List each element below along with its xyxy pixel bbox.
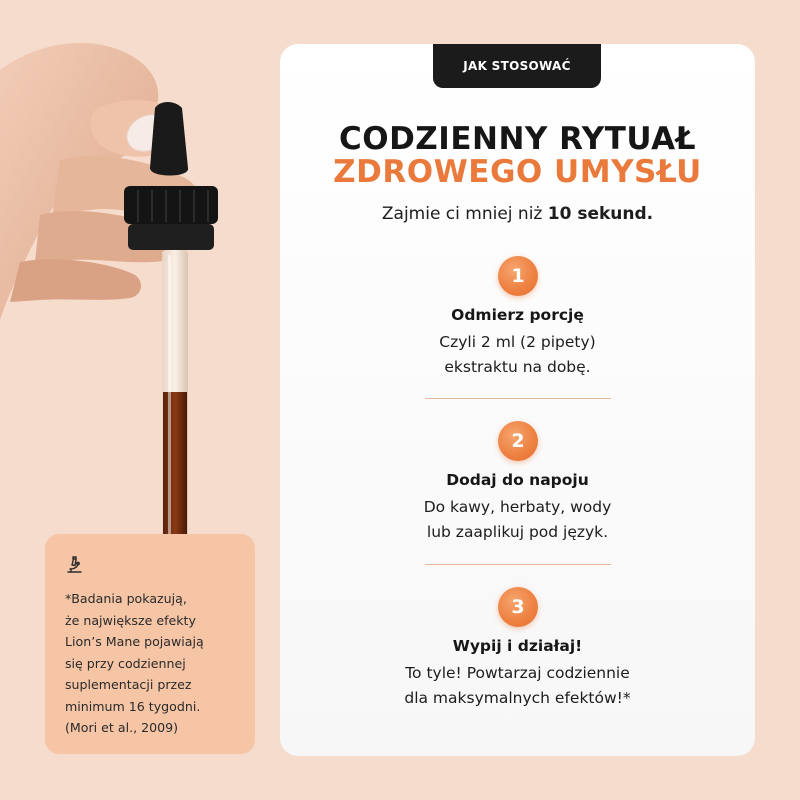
step-title: Dodaj do napoju	[446, 471, 589, 489]
hand-dropper-illustration	[0, 0, 280, 600]
research-note	[45, 534, 255, 754]
step-description-line: dla maksymalnych efektów!*	[404, 689, 631, 707]
note-line: minimum 16 tygodni.	[65, 698, 201, 714]
step-title: Odmierz porcję	[451, 306, 584, 324]
note-line: się przy codziennej	[65, 655, 186, 671]
headline-line-1: CODZIENNY RYTUAŁ	[338, 121, 697, 157]
note-line: Lion’s Mane pojawiają	[65, 634, 204, 649]
section-tag: JAK STOSOWAĆ	[433, 44, 601, 88]
step-description	[280, 661, 755, 711]
step-title: Wypij i działaj!	[452, 637, 583, 655]
note-line: suplementacji przez	[65, 677, 192, 692]
note-text	[65, 588, 251, 739]
note-line: *Badania pokazują,	[65, 591, 187, 606]
step-description-line: Do kawy, herbaty, wody	[423, 498, 612, 516]
step-number-badge: 3	[498, 587, 538, 627]
divider	[425, 398, 611, 399]
hand-with-dropper-image	[0, 0, 280, 600]
step-number-badge: 2	[498, 421, 538, 461]
divider	[425, 564, 611, 565]
subline-prefix: Zajmie ci mniej niż	[381, 204, 548, 224]
step-number-badge: 1	[498, 256, 538, 296]
subline	[280, 204, 755, 224]
step-description	[280, 330, 755, 380]
instructions-card	[280, 44, 755, 756]
note-line: że największe efekty	[65, 612, 196, 628]
step-description	[280, 495, 755, 545]
step-description-line: Czyli 2 ml (2 pipety)	[439, 333, 596, 351]
note-line: (Mori et al., 2009)	[65, 720, 179, 735]
subline-emphasis: 10 sekund.	[547, 204, 654, 224]
headline-line-2: ZDROWEGO UMYSŁU	[333, 154, 702, 190]
step-description-line: ekstraktu na dobę.	[444, 358, 591, 376]
step-description-line: lub zaaplikuj pod język.	[426, 523, 609, 541]
microscope-icon	[65, 555, 85, 575]
step-description-line: To tyle! Powtarzaj codziennie	[405, 664, 630, 682]
